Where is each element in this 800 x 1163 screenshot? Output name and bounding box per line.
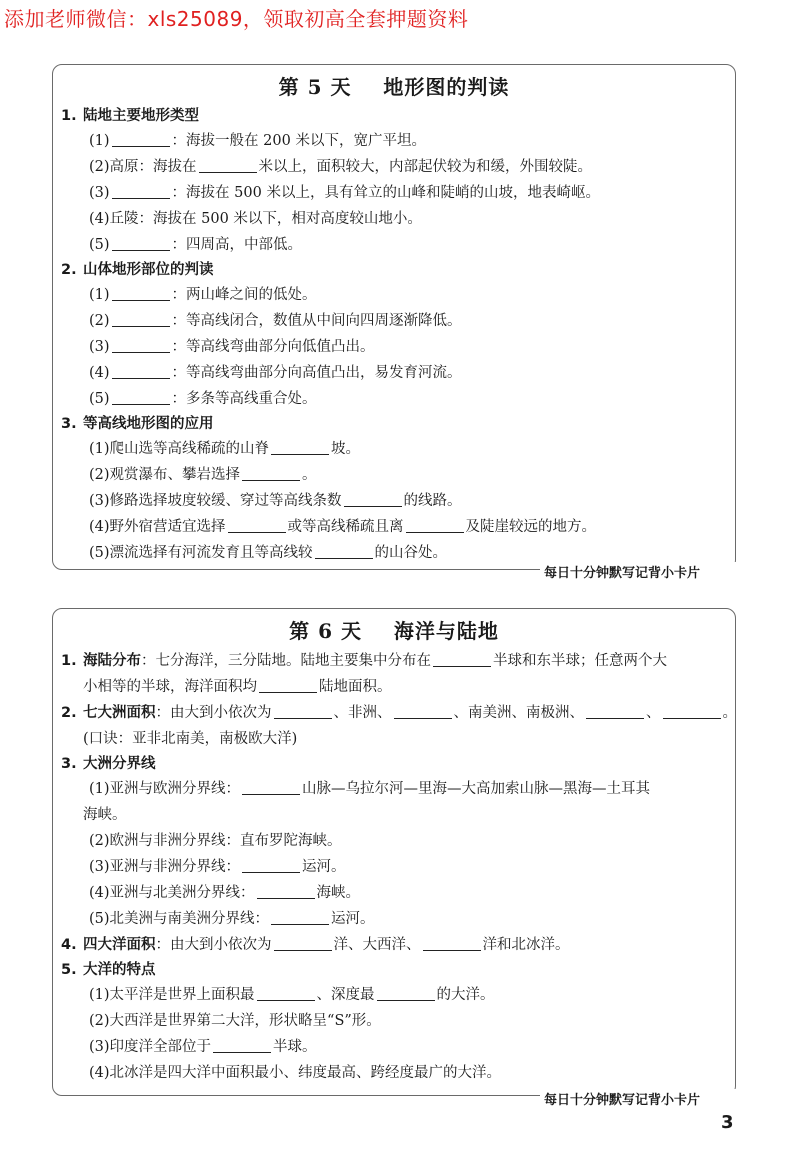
fill-blank[interactable] bbox=[199, 156, 257, 173]
text: (4)野外宿营适宜选择 bbox=[89, 519, 226, 535]
text: ：由大到小依次为 bbox=[155, 937, 272, 953]
fill-blank[interactable] bbox=[274, 934, 332, 951]
section-number: 3. bbox=[61, 416, 77, 432]
text: (4)亚洲与北美洲分界线： bbox=[89, 885, 255, 901]
text: (5)北美洲与南美洲分界线： bbox=[89, 911, 270, 927]
list-item bbox=[61, 232, 727, 258]
text: 的线路。 bbox=[403, 493, 462, 509]
fill-blank[interactable] bbox=[257, 882, 315, 899]
fill-blank[interactable] bbox=[213, 1036, 271, 1053]
text: 海峡。 bbox=[316, 885, 361, 901]
text: ：由大到小依次为 bbox=[155, 705, 272, 721]
list-item bbox=[61, 386, 727, 412]
fill-blank[interactable] bbox=[406, 516, 464, 533]
list-item bbox=[61, 154, 727, 180]
text: (3) bbox=[89, 185, 110, 201]
section-land-sea-distribution bbox=[53, 648, 735, 700]
card-title: 第 6 天 海洋与陆地 bbox=[289, 619, 499, 643]
text: ：多条等高线重合处。 bbox=[171, 391, 317, 407]
list-item bbox=[61, 282, 727, 308]
text: 的大洋。 bbox=[436, 987, 495, 1003]
fill-blank[interactable] bbox=[242, 464, 300, 481]
fill-blank[interactable] bbox=[112, 310, 170, 327]
fill-blank[interactable] bbox=[271, 438, 329, 455]
text: 洋、大西洋、 bbox=[333, 937, 421, 953]
fill-blank[interactable] bbox=[112, 336, 170, 353]
fill-blank[interactable] bbox=[112, 182, 170, 199]
text: 坡。 bbox=[331, 441, 361, 457]
text: (1)亚洲与欧洲分界线： bbox=[89, 781, 241, 797]
text: 洋和北冰洋。 bbox=[482, 937, 570, 953]
text: (4)北冰洋是四大洋中面积最小、纬度最高、跨经度最广的大洋。 bbox=[89, 1065, 502, 1081]
text: 陆地面积。 bbox=[319, 679, 392, 695]
text: (3)印度洋全部位于 bbox=[89, 1039, 212, 1055]
text: (1) bbox=[89, 287, 110, 303]
section-number: 1. bbox=[61, 108, 77, 124]
fill-blank[interactable] bbox=[377, 984, 435, 1001]
list-item bbox=[61, 436, 727, 462]
day5-card bbox=[52, 64, 736, 570]
section-ocean-features bbox=[53, 958, 735, 1086]
text: 小相等的半球，海洋面积均 bbox=[83, 679, 257, 695]
page-number: 3 bbox=[721, 1112, 734, 1133]
text: 海峡。 bbox=[83, 807, 127, 823]
text: 。 bbox=[302, 467, 317, 483]
text: ：等高线闭合，数值从中间向四周逐渐降低。 bbox=[171, 313, 462, 329]
section-heading: 海陆分布 bbox=[83, 653, 141, 669]
fill-blank[interactable] bbox=[433, 650, 491, 667]
list-item bbox=[61, 128, 727, 154]
fill-blank[interactable] bbox=[394, 702, 452, 719]
fill-blank[interactable] bbox=[315, 542, 373, 559]
text: (1) bbox=[89, 133, 110, 149]
section-heading: 大洋的特点 bbox=[83, 962, 156, 978]
fill-blank[interactable] bbox=[586, 702, 644, 719]
text: 、深度最 bbox=[316, 987, 375, 1003]
text: ：七分海洋，三分陆地。陆地主要集中分布在 bbox=[141, 653, 431, 669]
section-continents-area bbox=[53, 700, 735, 752]
section-2 bbox=[53, 258, 735, 412]
text: 运河。 bbox=[331, 911, 375, 927]
text: (2)观赏瀑布、攀岩选择 bbox=[89, 467, 241, 483]
fill-blank[interactable] bbox=[242, 856, 300, 873]
text: (5) bbox=[89, 391, 110, 407]
section-oceans-area bbox=[53, 932, 735, 958]
text: 或等高线稀疏且离 bbox=[287, 519, 404, 535]
list-item bbox=[61, 206, 727, 232]
text: ：海拔在 500 米以上，具有耸立的山峰和陡峭的山坡，地表崎岖。 bbox=[171, 185, 600, 201]
section-heading: 大洲分界线 bbox=[83, 756, 156, 772]
fill-blank[interactable] bbox=[242, 778, 300, 795]
text: (2) bbox=[89, 313, 110, 329]
card-title: 第 5 天 地形图的判读 bbox=[278, 75, 510, 99]
fill-blank[interactable] bbox=[112, 284, 170, 301]
text: 的山谷处。 bbox=[374, 545, 448, 561]
section-number: 3. bbox=[61, 756, 77, 772]
fill-blank[interactable] bbox=[344, 490, 402, 507]
text: ：两山峰之间的低处。 bbox=[171, 287, 317, 303]
fill-blank[interactable] bbox=[112, 234, 170, 251]
watermark-banner: 添加老师微信：xls25089，领取初高全套押题资料 bbox=[4, 7, 469, 31]
text: ：四周高，中部低。 bbox=[171, 237, 303, 253]
text: (5)漂流选择有河流发育且等高线较 bbox=[89, 545, 313, 561]
section-heading: 等高线地形图的应用 bbox=[83, 416, 214, 432]
list-item bbox=[61, 360, 727, 386]
text: 山脉—乌拉尔河—里海—大高加索山脉—黑海—土耳其 bbox=[302, 781, 651, 797]
text: (3)亚洲与非洲分界线： bbox=[89, 859, 241, 875]
text: 半球和东半球；任意两个大 bbox=[493, 653, 667, 669]
fill-blank[interactable] bbox=[271, 908, 329, 925]
text: (1)爬山选等高线稀疏的山脊 bbox=[89, 441, 270, 457]
list-item bbox=[61, 334, 727, 360]
text: (2)高原：海拔在 bbox=[89, 159, 197, 175]
fill-blank[interactable] bbox=[112, 130, 170, 147]
fill-blank[interactable] bbox=[112, 362, 170, 379]
list-item bbox=[61, 180, 727, 206]
text: 半球。 bbox=[273, 1039, 317, 1055]
list-item bbox=[61, 514, 727, 540]
text: 。 bbox=[722, 705, 737, 721]
list-item bbox=[61, 462, 727, 488]
text: (4)丘陵：海拔在 500 米以下，相对高度较山地小。 bbox=[89, 211, 422, 227]
text: 、非洲、 bbox=[333, 705, 392, 721]
section-number: 2. bbox=[61, 262, 77, 278]
fill-blank[interactable] bbox=[112, 388, 170, 405]
fill-blank[interactable] bbox=[228, 516, 286, 533]
fill-blank[interactable] bbox=[259, 676, 317, 693]
section-heading: 陆地主要地形类型 bbox=[83, 108, 199, 124]
text: 运河。 bbox=[302, 859, 346, 875]
mnemonic-note: (口诀：亚非北南美，南极欧大洋) bbox=[83, 731, 298, 747]
text: (4) bbox=[89, 365, 110, 381]
card-footer-label: 每日十分钟默写记背小卡片 bbox=[540, 1089, 794, 1108]
section-heading: 四大洋面积 bbox=[83, 937, 156, 953]
text: (2)大西洋是世界第二大洋，形状略呈“S”形。 bbox=[89, 1013, 381, 1029]
text: 、南美洲、南极洲、 bbox=[453, 705, 584, 721]
text: (3) bbox=[89, 339, 110, 355]
text: (5) bbox=[89, 237, 110, 253]
text: 及陡崖较远的地方。 bbox=[465, 519, 597, 535]
text: (3)修路选择坡度较缓、穿过等高线条数 bbox=[89, 493, 342, 509]
text: ：等高线弯曲部分向低值凸出。 bbox=[171, 339, 375, 355]
text: 米以上，面积较大，内部起伏较为和缓，外围较陡。 bbox=[258, 159, 593, 175]
section-continent-boundaries bbox=[53, 752, 735, 932]
section-number: 4. bbox=[61, 937, 77, 953]
text: 、 bbox=[646, 705, 661, 721]
fill-blank[interactable] bbox=[257, 984, 315, 1001]
section-number: 1. bbox=[61, 653, 77, 669]
section-number: 2. bbox=[61, 705, 77, 721]
text: ：等高线弯曲部分向高值凸出，易发育河流。 bbox=[171, 365, 462, 381]
fill-blank[interactable] bbox=[663, 702, 721, 719]
text: ：海拔一般在 200 米以下，宽广平坦。 bbox=[171, 133, 426, 149]
day6-card bbox=[52, 608, 736, 1096]
card-footer-label: 每日十分钟默写记背小卡片 bbox=[540, 562, 794, 581]
list-item bbox=[61, 308, 727, 334]
text: (2)欧洲与非洲分界线：直布罗陀海峡。 bbox=[89, 833, 342, 849]
list-item bbox=[61, 488, 727, 514]
section-heading: 七大洲面积 bbox=[83, 705, 156, 721]
section-heading: 山体地形部位的判读 bbox=[83, 262, 214, 278]
section-number: 5. bbox=[61, 962, 77, 978]
text: (1)太平洋是世界上面积最 bbox=[89, 987, 255, 1003]
section-1 bbox=[53, 104, 735, 258]
fill-blank[interactable] bbox=[274, 702, 332, 719]
fill-blank[interactable] bbox=[423, 934, 481, 951]
section-3 bbox=[53, 412, 735, 566]
